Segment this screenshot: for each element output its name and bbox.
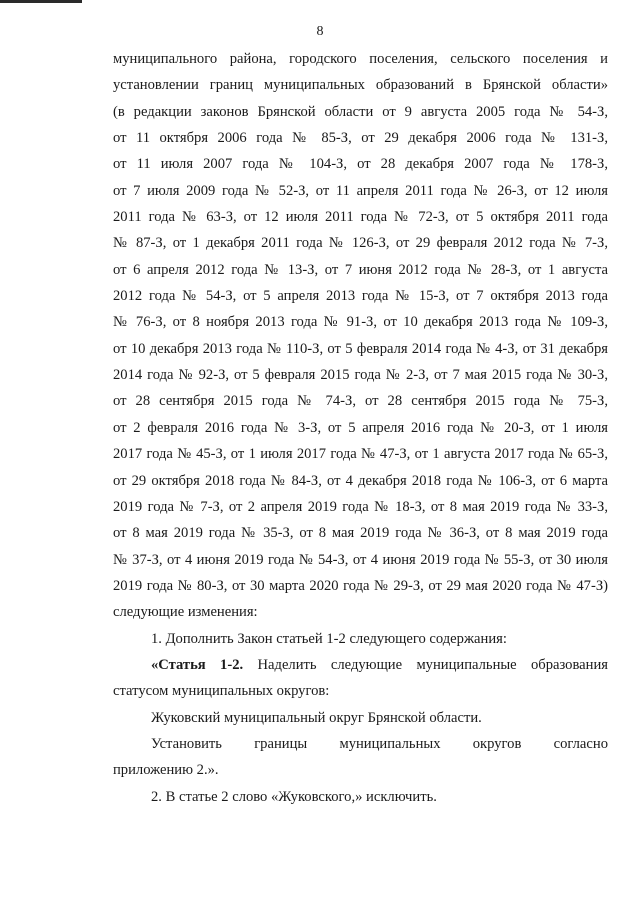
item-2: 2. В статье 2 слово «Жуковского,» исключить. bbox=[151, 788, 437, 805]
body-line: 2011 года № 63-З, от 12 июля 2011 года № 72-З, от 5 октября 2011 года bbox=[113, 209, 608, 226]
document-body bbox=[113, 46, 608, 810]
article-heading: «Статья 1-2. bbox=[151, 656, 244, 673]
body-last-line: следующие изменения: bbox=[113, 604, 258, 621]
district-line: Жуковский муниципальный округ Брянской области. bbox=[151, 709, 482, 726]
body-line: от 10 декабря 2013 года № 110-З, от 5 февраля 2014 года № 4-З, от 31 декабря bbox=[113, 340, 608, 357]
body-line: № 87-З, от 1 декабря 2011 года № 126-З, от 29 февраля 2012 года № 7-З, bbox=[113, 235, 608, 252]
top-rule bbox=[0, 0, 82, 3]
article-line-1 bbox=[113, 652, 608, 678]
body-line: от 2 февраля 2016 года № 3-З, от 5 апреля 2016 года № 20-З, от 1 июля bbox=[113, 419, 608, 436]
body-line: от 11 октября 2006 года № 85-З, от 29 декабря 2006 года № 131-З, bbox=[113, 130, 608, 147]
body-line: 2014 года № 92-З, от 5 февраля 2015 года № 2-З, от 7 мая 2015 года № 30-З, bbox=[113, 367, 608, 384]
body-line: установлении границ муниципальных образований в Брянской области» bbox=[113, 77, 608, 94]
item-1: 1. Дополнить Закон статьей 1-2 следующего содержания: bbox=[151, 630, 507, 647]
body-line: муниципального района, городского поселения, сельского поселения и bbox=[113, 51, 608, 67]
body-line: от 11 июля 2007 года № 104-З, от 28 декабря 2007 года № 178-З, bbox=[113, 156, 608, 173]
body-line: от 7 июля 2009 года № 52-З, от 11 апреля 2011 года № 26-З, от 12 июля bbox=[113, 182, 608, 199]
body-line: от 6 апреля 2012 года № 13-З, от 7 июня 2012 года № 28-З, от 1 августа bbox=[113, 261, 608, 278]
body-line: от 8 мая 2019 года № 35-З, от 8 мая 2019 года № 36-З, от 8 мая 2019 года bbox=[113, 525, 608, 542]
boundaries-line-1: Установить границы муниципальных округов согласно bbox=[151, 735, 608, 752]
article-text-1: Наделить следующие муниципальные образования bbox=[243, 656, 608, 673]
body-line: (в редакции законов Брянской области от 9 августа 2005 года № 54-З, bbox=[113, 103, 608, 120]
boundaries-line-2: приложению 2.». bbox=[113, 762, 219, 779]
body-line: 2019 года № 7-З, от 2 апреля 2019 года № 18-З, от 8 мая 2019 года № 33-З, bbox=[113, 498, 608, 515]
page-number: 8 bbox=[316, 24, 324, 39]
main-paragraph bbox=[113, 46, 608, 599]
body-line: 2012 года № 54-З, от 5 апреля 2013 года № 15-З, от 7 октября 2013 года bbox=[113, 288, 608, 305]
body-line: от 28 сентября 2015 года № 74-З, от 28 сентября 2015 года № 75-З, bbox=[113, 393, 608, 410]
body-line: № 37-З, от 4 июня 2019 года № 54-З, от 4 июня 2019 года № 55-З, от 30 июля bbox=[113, 551, 608, 568]
body-line: № 76-З, от 8 ноября 2013 года № 91-З, от 10 декабря 2013 года № 109-З, bbox=[113, 314, 608, 331]
body-line: 2019 года № 80-З, от 30 марта 2020 года № 29-З, от 29 мая 2020 года № 47-З) bbox=[113, 577, 608, 594]
article-line-2: статусом муниципальных округов: bbox=[113, 683, 330, 700]
body-line: от 29 октября 2018 года № 84-З, от 4 декабря 2018 года № 106-З, от 6 марта bbox=[113, 472, 608, 489]
body-line: 2017 года № 45-З, от 1 июля 2017 года № 47-З, от 1 августа 2017 года № 65-З, bbox=[113, 446, 608, 463]
